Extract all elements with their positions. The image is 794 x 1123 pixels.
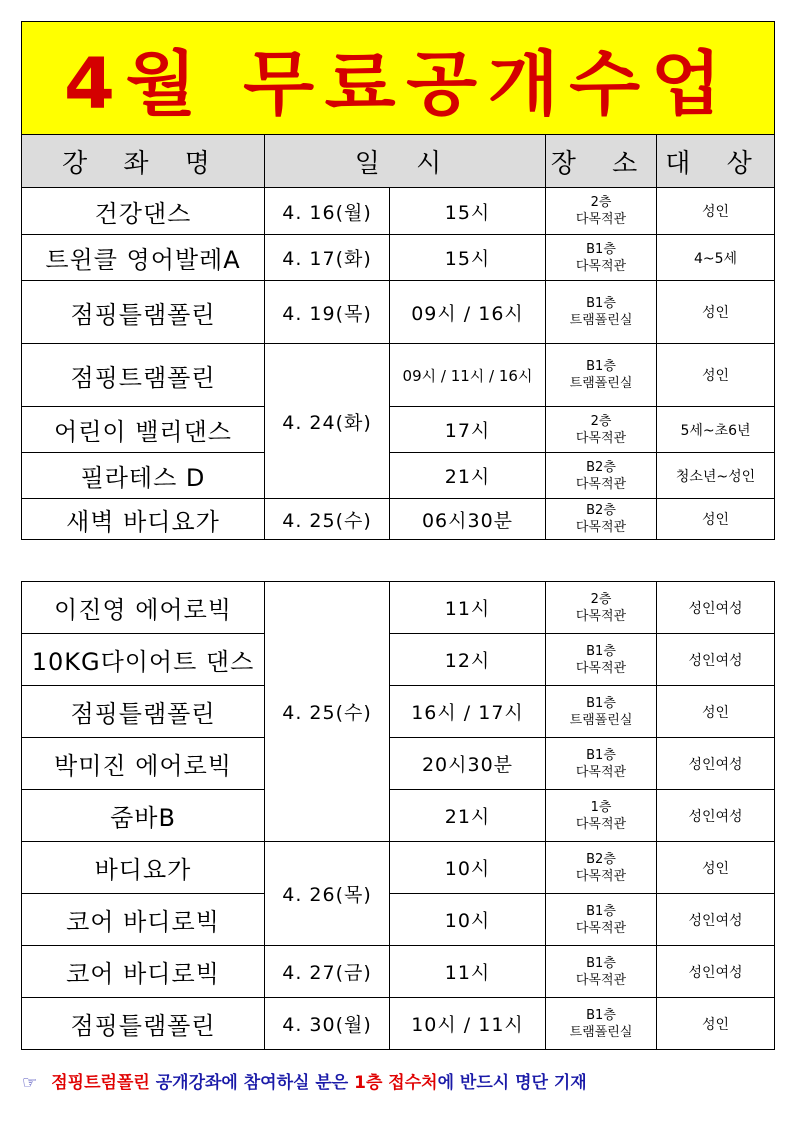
course-place (546, 344, 657, 407)
header-row (22, 135, 775, 188)
note-text: 공개강좌에 참여하실 분은 (155, 1073, 349, 1093)
course-time: 10시 (390, 894, 546, 946)
course-place (546, 738, 657, 790)
course-place (546, 842, 657, 894)
course-name: 10KG다이어트 댄스 (22, 634, 265, 686)
table-row (22, 344, 775, 407)
course-time: 20시30분 (390, 738, 546, 790)
course-time: 12시 (390, 634, 546, 686)
table-row (22, 790, 775, 842)
course-place (546, 894, 657, 946)
table-row (22, 894, 775, 946)
place-room: 트램폴린실 (569, 313, 633, 328)
course-name: 새벽 바디요가 (22, 499, 265, 540)
course-target: 성인 (657, 188, 775, 235)
table-row (22, 738, 775, 790)
course-name: 필라테스 D (22, 453, 265, 499)
course-target: 성인여성 (657, 582, 775, 634)
table-row (22, 499, 775, 540)
table-row (22, 582, 775, 634)
place-floor: 2층 (590, 413, 612, 429)
course-place (546, 453, 657, 499)
page-title: 4월 무료공개수업 (63, 42, 733, 125)
table-row (22, 188, 775, 235)
place-floor: 1층 (590, 799, 612, 815)
course-name: 어린이 밸리댄스 (22, 407, 265, 453)
course-place (546, 790, 657, 842)
place-room: 다목적관 (575, 660, 627, 676)
table-row (22, 998, 775, 1050)
course-name: 트윈클 영어발레A (22, 235, 265, 281)
course-place (546, 998, 657, 1050)
place-floor: 2층 (590, 591, 612, 607)
table-row (22, 946, 775, 998)
course-date: 4. 30(월) (265, 998, 390, 1050)
place-floor: B1층 (586, 955, 616, 971)
course-time: 11시 (390, 946, 546, 998)
course-place (546, 188, 657, 235)
course-name: 이진영 에어로빅 (22, 582, 265, 634)
place-room: 트램폴린실 (569, 712, 633, 728)
place-floor: B1층 (586, 643, 616, 659)
course-target: 성인 (657, 842, 775, 894)
course-date: 4. 26(목) (265, 842, 390, 946)
course-target: 성인 (657, 344, 775, 407)
header-target: 대 상 (657, 135, 775, 188)
header-place: 장 소 (546, 135, 657, 188)
place-room: 다목적관 (575, 868, 627, 884)
course-name: 코어 바디로빅 (22, 894, 265, 946)
place-floor: B1층 (586, 296, 616, 311)
course-target: 성인 (657, 281, 775, 344)
course-target: 성인여성 (657, 738, 775, 790)
place-room: 다목적관 (575, 608, 627, 624)
place-floor: B1층 (586, 903, 616, 919)
course-name: 바디요가 (22, 842, 265, 894)
place-floor: B2층 (586, 503, 616, 518)
course-time: 15시 (390, 235, 546, 281)
place-floor: B1층 (586, 695, 616, 711)
table-row (22, 453, 775, 499)
course-name: 건강댄스 (22, 188, 265, 235)
place-floor: B2층 (586, 459, 616, 475)
schedule-table-1 (21, 21, 775, 540)
course-name: 점핑트램폴린 (22, 344, 265, 407)
course-target: 성인여성 (657, 894, 775, 946)
course-time: 09시 / 16시 (390, 281, 546, 344)
place-room: 다목적관 (575, 258, 627, 274)
place-room: 트램폴린실 (569, 376, 633, 391)
course-time: 15시 (390, 188, 546, 235)
course-name: 코어 바디로빅 (22, 946, 265, 998)
course-target: 4~5세 (657, 235, 775, 281)
table-row (22, 407, 775, 453)
note-course: 점핑트럼폴린 (51, 1073, 150, 1093)
table-row (22, 842, 775, 894)
course-time: 06시30분 (390, 499, 546, 540)
note-location: 1층 접수처 (354, 1073, 438, 1093)
place-floor: B1층 (586, 747, 616, 763)
title-banner (22, 22, 775, 135)
place-room: 다목적관 (575, 764, 627, 780)
course-place (546, 235, 657, 281)
course-date: 4. 17(화) (265, 235, 390, 281)
course-place (546, 407, 657, 453)
header-course: 강 좌 명 (22, 135, 265, 188)
course-time: 16시 / 17시 (390, 686, 546, 738)
place-room: 다목적관 (575, 476, 627, 492)
course-name: 박미진 에어로빅 (22, 738, 265, 790)
place-room: 다목적관 (575, 212, 627, 227)
course-place (546, 582, 657, 634)
place-floor: B1층 (586, 1007, 616, 1023)
course-date: 4. 27(금) (265, 946, 390, 998)
course-time: 21시 (390, 453, 546, 499)
course-date: 4. 25(수) (265, 582, 390, 842)
place-room: 다목적관 (575, 972, 627, 988)
registration-note (22, 1068, 782, 1093)
note-instruction: 에 반드시 명단 기재 (437, 1073, 587, 1093)
place-floor: B2층 (586, 851, 616, 867)
place-room: 다목적관 (575, 520, 627, 535)
course-name: 점핑틑램폴린 (22, 686, 265, 738)
table-row (22, 686, 775, 738)
place-room: 다목적관 (575, 816, 627, 832)
course-name: 점핑틑램폴린 (22, 281, 265, 344)
course-target: 성인여성 (657, 634, 775, 686)
course-time: 10시 (390, 842, 546, 894)
place-room: 다목적관 (575, 430, 627, 446)
course-target: 성인여성 (657, 946, 775, 998)
course-target: 성인 (657, 499, 775, 540)
course-time: 21시 (390, 790, 546, 842)
table-row (22, 634, 775, 686)
course-target: 5세~초6년 (657, 407, 775, 453)
course-place (546, 686, 657, 738)
course-time: 10시 / 11시 (390, 998, 546, 1050)
course-time: 17시 (390, 407, 546, 453)
course-place (546, 281, 657, 344)
pointing-hand-icon: ☞ (22, 1073, 38, 1093)
course-target: 청소년~성인 (657, 453, 775, 499)
course-place (546, 499, 657, 540)
course-target: 성인 (657, 686, 775, 738)
course-target: 성인 (657, 998, 775, 1050)
table-row (22, 281, 775, 344)
place-floor: 2층 (590, 195, 612, 210)
course-time: 09시 / 11시 / 16시 (390, 344, 546, 407)
course-place (546, 946, 657, 998)
course-time: 11시 (390, 582, 546, 634)
place-floor: B1층 (586, 241, 616, 257)
course-date: 4. 16(월) (265, 188, 390, 235)
course-date: 4. 24(화) (265, 344, 390, 499)
course-date: 4. 19(목) (265, 281, 390, 344)
course-place (546, 634, 657, 686)
course-target: 성인여성 (657, 790, 775, 842)
course-name: 줌바B (22, 790, 265, 842)
course-name: 점핑틑램폴린 (22, 998, 265, 1050)
course-date: 4. 25(수) (265, 499, 390, 540)
place-room: 다목적관 (575, 920, 627, 936)
schedule-table-2 (21, 581, 775, 1050)
header-datetime: 일 시 (265, 135, 546, 188)
place-floor: B1층 (586, 359, 616, 374)
place-room: 트램폴린실 (569, 1024, 633, 1040)
table-row (22, 235, 775, 281)
